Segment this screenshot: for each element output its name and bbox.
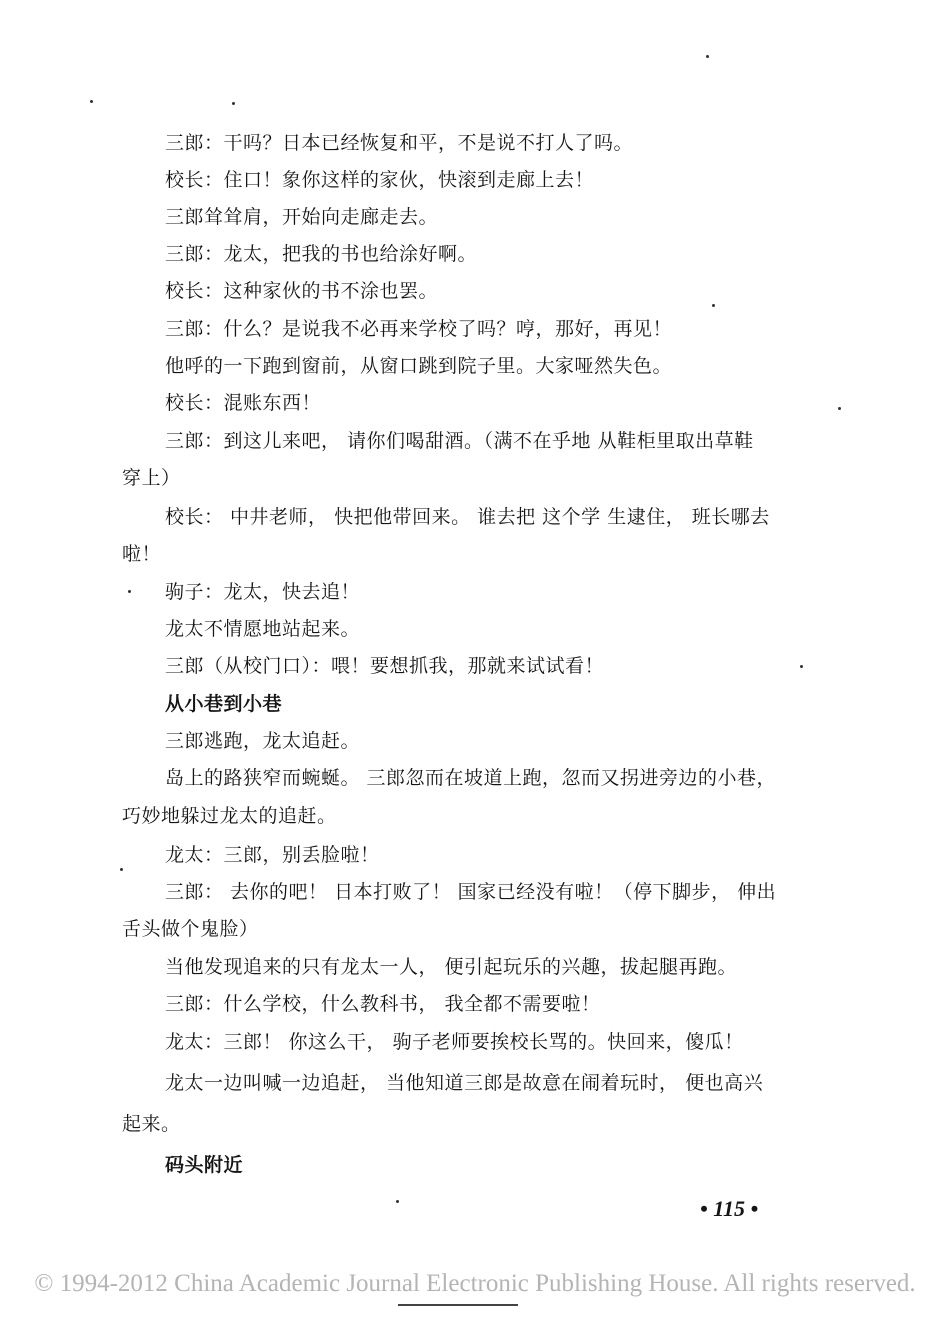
stage-direction: 龙太一边叫喊一边追赶， 当他知道三郎是故意在闹着玩时， 便也高兴 [165,1072,764,1094]
stage-direction: 当他发现追来的只有龙太一人， 便引起玩乐的兴趣，拔起腿再跑。 [165,956,738,978]
stage-direction: 龙太不情愿地站起来。 [165,618,361,640]
script-line: 龙太：三郎，别丢脸啦！ [165,844,380,866]
script-line: 龙太：三郎！ 你这么干， 驹子老师要挨校长骂的。快回来，傻瓜！ [165,1031,744,1053]
scan-rule-line [398,1304,518,1306]
stage-direction: 三郎耸耸肩，开始向走廊走去。 [165,206,439,228]
script-line: 三郎：什么学校，什么教科书， 我全都不需要啦！ [165,993,601,1015]
page-number: • 115 • [700,1196,759,1221]
script-line: 三郎： 去你的吧！ 日本打败了！ 国家已经没有啦！（停下脚步， 伸出 [165,881,777,903]
stage-direction: 岛上的路狭窄而蜿蜒。 三郎忽而在坡道上跑，忽而又拐进旁边的小巷， [165,767,777,789]
script-line: 校长：住口！象你这样的家伙，快滚到走廊上去！ [165,169,595,191]
script-line: 三郎：干吗？日本已经恢复和平，不是说不打人了吗。 [165,132,634,154]
scan-speck [800,665,803,668]
scan-speck [90,100,93,103]
script-line: 校长：这种家伙的书不涂也罢。 [165,280,439,302]
script-line: 三郎（从校门口）：喂！要想抓我，那就来试试看！ [165,655,605,677]
stage-direction: 他呼的一下跑到窗前，从窗口跳到院子里。大家哑然失色。 [165,355,673,377]
stage-direction: 三郎逃跑，龙太追赶。 [165,730,361,752]
script-line: 校长： 中井老师， 快把他带回来。 谁去把 这个学 生逮住， 班长哪去 [165,506,770,528]
script-line-continuation: 穿上） [122,467,181,489]
copyright-watermark: © 1994-2012 China Academic Journal Electronic Publishing House. All rights reserved. [34,1270,916,1297]
scan-speck [838,407,841,410]
script-line: 三郎：到这儿来吧， 请你们喝甜酒。（满不在乎地 从鞋柜里取出草鞋 [165,430,754,452]
script-line: 校长：混账东西！ [165,392,322,414]
scan-speck [232,102,235,105]
script-line: 三郎：什么？是说我不必再来学校了吗？哼，那好，再见！ [165,318,673,340]
scan-speck [706,55,709,58]
scan-speck [128,590,131,593]
scan-speck [396,1200,399,1203]
script-line-continuation: 啦！ [122,543,162,565]
stage-direction-continuation: 起来。 [122,1113,181,1135]
script-line: 三郎：龙太，把我的书也给涂好啊。 [165,243,478,265]
scene-heading: 码头附近 [165,1154,244,1176]
script-line-continuation: 舌头做个鬼脸） [122,918,259,940]
scene-heading: 从小巷到小巷 [165,693,283,715]
script-line: 驹子：龙太，快去追！ [165,581,361,603]
scan-speck [120,868,123,871]
stage-direction-continuation: 巧妙地躲过龙太的追赶。 [122,805,337,827]
scan-speck [712,304,715,307]
